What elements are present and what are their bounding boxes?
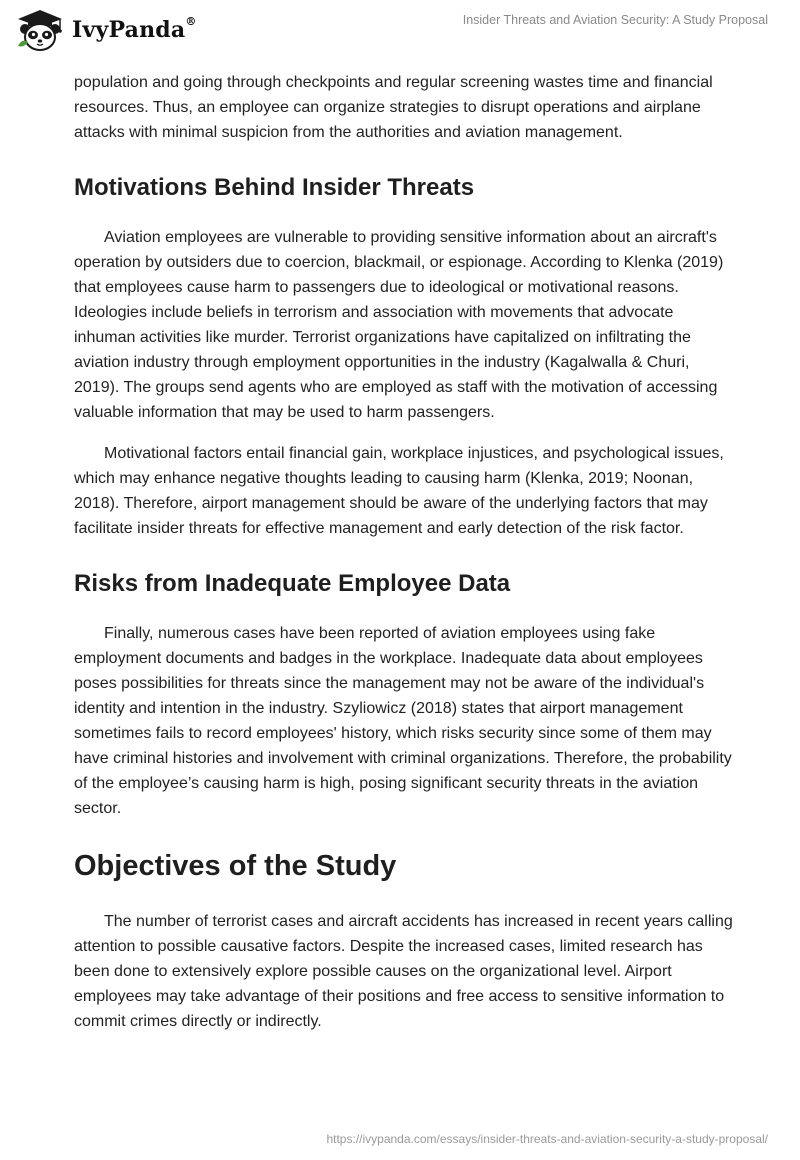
paragraph: Aviation employees are vulnerable to providing sensitive information about an aircraft's operation by outsiders due to coercion, blackmail, or espionage. According to Klenka (2019) that employees cause harm to passengers due to ideological or motivational reasons. Ideologies include beliefs in terrorism and association with movements that advocate inhuman activities like murder. Terrorist organizations have capitalized on infiltrating the aviation industry through employment opportunities in the industry (Kagalwalla & Churi, 2019). The groups send agents who are employed as staff with the motivation of accessing valuable information that may be used to harm passengers. [74, 229, 724, 421]
source-url[interactable]: https://ivypanda.com/essays/insider-threats-and-aviation-security-a-study-proposal/ [326, 1132, 768, 1146]
paragraph: Motivational factors entail financial gain, workplace injustices, and psychological issues, which may enhance negative thoughts leading to causing harm (Klenka, 2019; Noonan, 2018). Therefore, airport management should be aware of the underlying factors that may facilitate insider threats for effective management and early detection of the risk factor. [74, 445, 724, 537]
document-title: Insider Threats and Aviation Security: A Study Proposal [462, 13, 768, 27]
panda-graduate-icon [14, 8, 66, 52]
page-header [0, 0, 800, 60]
section-heading-objectives: Objectives of the Study [74, 850, 397, 882]
essay-body [74, 70, 734, 1050]
paragraph: The number of terrorist cases and aircraft accidents has increased in recent years calling attention to possible causative factors. Despite the increased cases, limited research has been done to extensively explore possible causes on the organizational level. Airport employees may take advantage of their positions and free access to sensitive information to commit crimes directly or indirectly. [74, 913, 733, 1030]
intro-paragraph: population and going through checkpoints and regular screening wastes time and financial resources. Thus, an employee can organize strategies to disrupt operations and airplane attacks with minimal suspicion from the authorities and aviation management. [74, 74, 713, 141]
section-heading-motivations: Motivations Behind Insider Threats [74, 174, 475, 201]
section-heading-risks: Risks from Inadequate Employee Data [74, 570, 511, 597]
ivypanda-logo[interactable] [14, 8, 197, 52]
paragraph: Finally, numerous cases have been reported of aviation employees using fake employment documents and badges in the workplace. Inadequate data about employees poses possibilities for threats since the management may not be aware of the individual's identity and intention in the industry. Szyliowicz (2018) states that airport management sometimes fails to record employees' history, which risks security since some of them may have criminal histories and involvement with criminal organizations. Therefore, the probability of the employee’s causing harm is high, posing significant security threats in the aviation sector. [74, 625, 732, 817]
brand-name: IvyPanda® [72, 15, 197, 43]
